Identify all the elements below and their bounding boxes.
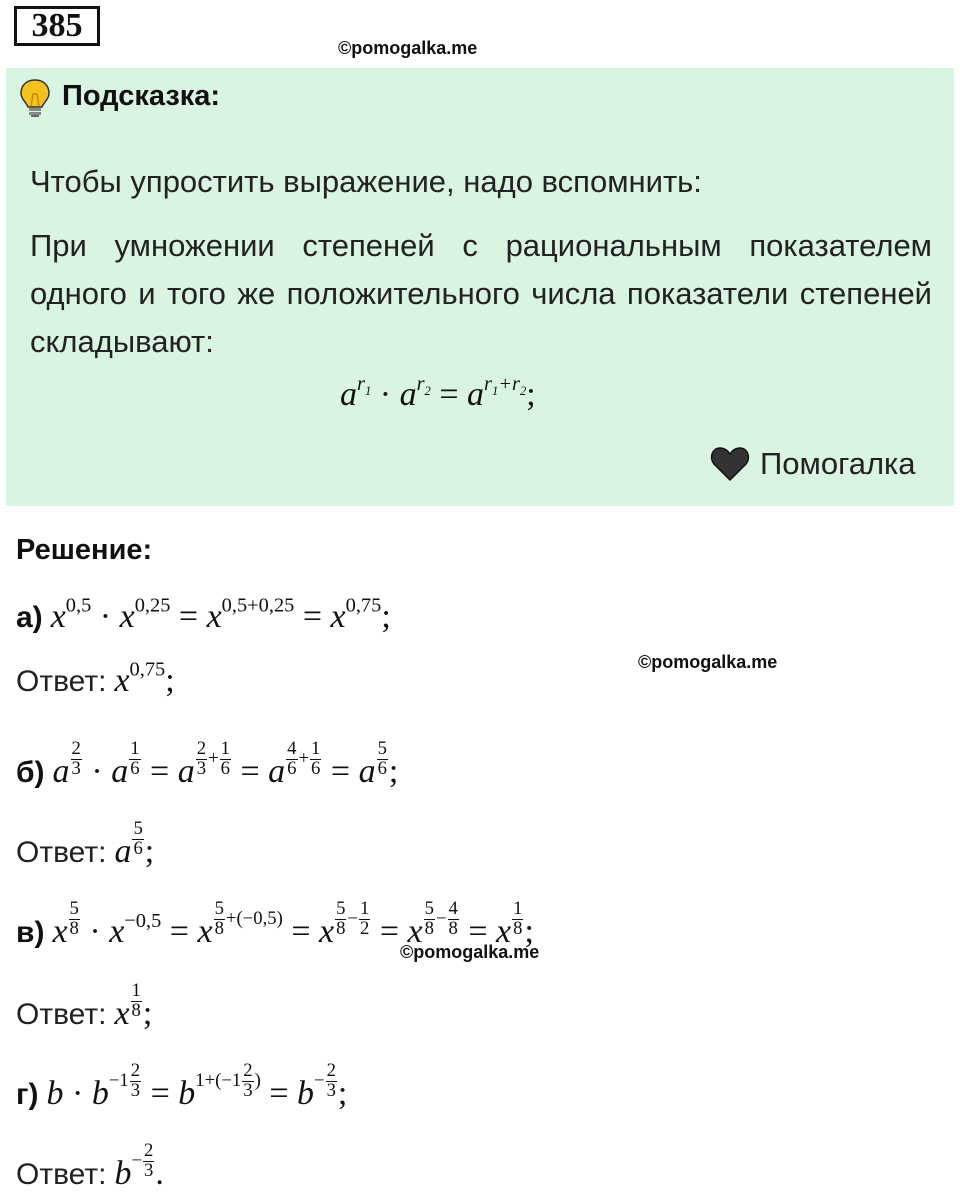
answer-label: Ответ: bbox=[16, 836, 107, 870]
part-label: б) bbox=[16, 756, 45, 790]
answer-c-value: x $^{\frac{1}{8}}$ ; bbox=[114, 980, 153, 1033]
part-b-expression: a $^{\frac{2}{3}}$ · a $^{\frac{1}{6}}$ = a $^{\frac{2}{3} + \frac{1}{6}}$ = a $^{\frac{4}{6} + \frac{1}{6}}$ = a $^{\frac{5}{6}}$ ; bbox=[52, 738, 399, 791]
hint-title: Подсказка: bbox=[62, 80, 221, 112]
hint-rule: При умножении степеней с рациональным показателем одного и того же положительного числа показатели степеней складывают: bbox=[30, 228, 932, 359]
watermark: ©pomogalka.me bbox=[338, 38, 478, 58]
answer-a bbox=[16, 658, 175, 700]
answer-label: Ответ: bbox=[16, 665, 107, 698]
part-b bbox=[16, 740, 398, 791]
answer-a-value: $x^{0,75}$; bbox=[114, 658, 175, 699]
answer-label: Ответ: bbox=[16, 1158, 107, 1192]
part-d bbox=[16, 1062, 347, 1113]
watermark: ©pomogalka.me bbox=[638, 652, 778, 672]
part-label: в) bbox=[16, 916, 45, 950]
answer-d bbox=[16, 1142, 164, 1193]
solution-title: Решение: bbox=[16, 534, 153, 566]
part-a-expression: $x^{0,5} \cdot x^{0,25} = x^{0,5+0,25} = x^{0,75}$; bbox=[50, 594, 391, 635]
watermark: ©pomogalka.me bbox=[400, 942, 540, 962]
part-c-expression: x $^{\frac{5}{8}}$ · $x^{-0,5} = x$ $^{\frac{5}{8} +(-0,5)}$ = x $^{\frac{5}{8} - \frac{1}{2}}$ = x $^{\frac{5}{8} - \frac{4}{8}}$ = x $^{\frac{1}{8}}$ ; bbox=[52, 898, 534, 951]
answer-b-value: a $^{\frac{5}{6}}$ ; bbox=[114, 818, 155, 871]
hint-intro: Чтобы упростить выражение, надо вспомнить: bbox=[30, 164, 702, 199]
answer-b bbox=[16, 820, 154, 871]
problem-number: 385 bbox=[14, 6, 100, 46]
part-a bbox=[16, 594, 391, 636]
exponent-rule-formula: $a^{r_1} \cdot a^{r_2} = a^{r_1+r_2}$; bbox=[340, 372, 536, 413]
answer-label: Ответ: bbox=[16, 998, 107, 1032]
part-label: г) bbox=[16, 1078, 39, 1112]
brand bbox=[710, 446, 916, 482]
part-d-expression: $b \cdot b^{-1 \frac{2}{3}}$ = $b^{1+(-1 \frac{2}{3} )} = b^{- \frac{2}{3}}$ ; bbox=[46, 1060, 348, 1113]
brand-name: Помогалка bbox=[760, 446, 916, 481]
part-label: а) bbox=[16, 601, 43, 634]
answer-d-value: $b^{- \frac{2}{3}}$ . bbox=[114, 1140, 164, 1193]
heart-icon bbox=[710, 446, 750, 482]
lightbulb-icon bbox=[18, 78, 52, 118]
answer-c bbox=[16, 982, 152, 1033]
